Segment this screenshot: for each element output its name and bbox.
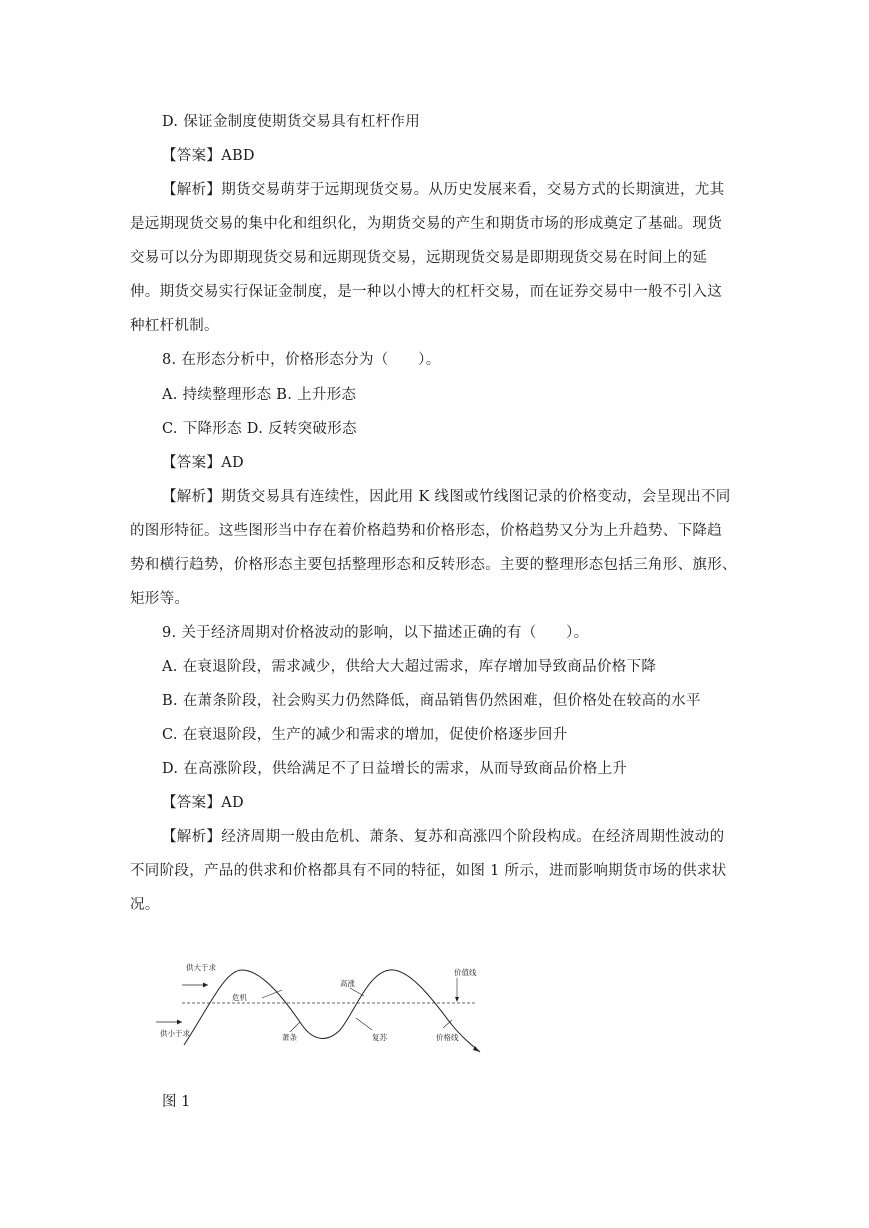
q9-analysis-line: 不同阶段，产品的供求和价格都具有不同的特征，如图 1 所示，进而影响期货市场的供求状 (130, 863, 727, 879)
label-supply-gt-demand: 供大于求 (186, 963, 216, 972)
q8-analysis-line: 的图形特征。这些图形当中存在着价格趋势和价格形态，价格趋势又分为上升趋势、下降趋 (130, 523, 722, 539)
q7-analysis-line: 伸。期货交易实行保证金制度，是一种以小博大的杠杆交易，而在证券交易中一般不引入这 (130, 284, 722, 300)
q7-analysis-line: 【解析】期货交易萌芽于远期现货交易。从历史发展来看，交易方式的长期演进，尤其 (162, 182, 725, 198)
q9-analysis-line: 况。 (130, 897, 160, 913)
label-depression: 萧条 (282, 1033, 297, 1042)
figure-caption: 图 1 (162, 1094, 191, 1110)
q8-question: 8. 在形态分析中，价格形态分为（ ）。 (162, 352, 441, 368)
q8-analysis-line: 势和横行趋势，价格形态主要包括整理形态和反转形态。主要的整理形态包括三角形、旗形、 (130, 557, 737, 573)
economic-cycle-figure (150, 950, 510, 1060)
arrow-head (455, 997, 459, 1002)
label-supply-lt-demand: 供小于求 (160, 1029, 190, 1038)
q7-answer: 【答案】ABD (162, 148, 255, 164)
arrow-head (203, 983, 208, 988)
arrow-boom (350, 988, 364, 996)
label-value-line: 价值线 (454, 968, 477, 977)
q9-option-c: C. 在衰退阶段，生产的减少和需求的增加，促使价格逐步回升 (162, 727, 568, 743)
q8-options-cd: C. 下降形态 D. 反转突破形态 (162, 421, 357, 437)
q8-analysis-line: 【解析】期货交易具有连续性，因此用 K 线图或竹线图记录的价格变动，会呈现出不同 (162, 489, 731, 505)
label-boom: 高涨 (340, 979, 355, 988)
q7-analysis-line: 种杠杆机制。 (130, 318, 219, 334)
label-price-line: 价格线 (436, 1033, 459, 1042)
q9-analysis-line: 【解析】经济周期一般由危机、萧条、复苏和高涨四个阶段构成。在经济周期性波动的 (162, 829, 725, 845)
q7-analysis-line: 是远期现货交易的集中化和组织化，为期货交易的产生和期货市场的形成奠定了基础。现货 (130, 216, 722, 232)
q9-option-d: D. 在高涨阶段，供给满足不了日益增长的需求，从而导致商品价格上升 (162, 761, 628, 777)
label-recovery: 复苏 (372, 1033, 387, 1042)
q9-option-b: B. 在萧条阶段，社会购买力仍然降低，商品销售仍然困难，但价格处在较高的水平 (162, 693, 701, 709)
q9-option-a: A. 在衰退阶段，需求减少，供给大大超过需求，库存增加导致商品价格下降 (162, 659, 657, 675)
q8-options-ab: A. 持续整理形态 B. 上升形态 (162, 387, 357, 403)
q8-analysis-line: 矩形等。 (130, 591, 190, 607)
arrow-recovery (356, 1018, 372, 1030)
q7-option-d: D. 保证金制度使期货交易具有杠杆作用 (162, 114, 421, 130)
arrow-depression (290, 1022, 300, 1032)
q8-answer: 【答案】AD (162, 455, 244, 471)
arrow-head (177, 1020, 182, 1025)
label-crisis: 危机 (232, 993, 247, 1002)
q9-question: 9. 关于经济周期对价格波动的影响，以下描述正确的有（ ）。 (162, 625, 589, 641)
q7-analysis-line: 交易可以分为即期现货交易和远期现货交易，远期现货交易是即期现货交易在时间上的延 (130, 250, 708, 266)
q9-answer: 【答案】AD (162, 795, 244, 811)
